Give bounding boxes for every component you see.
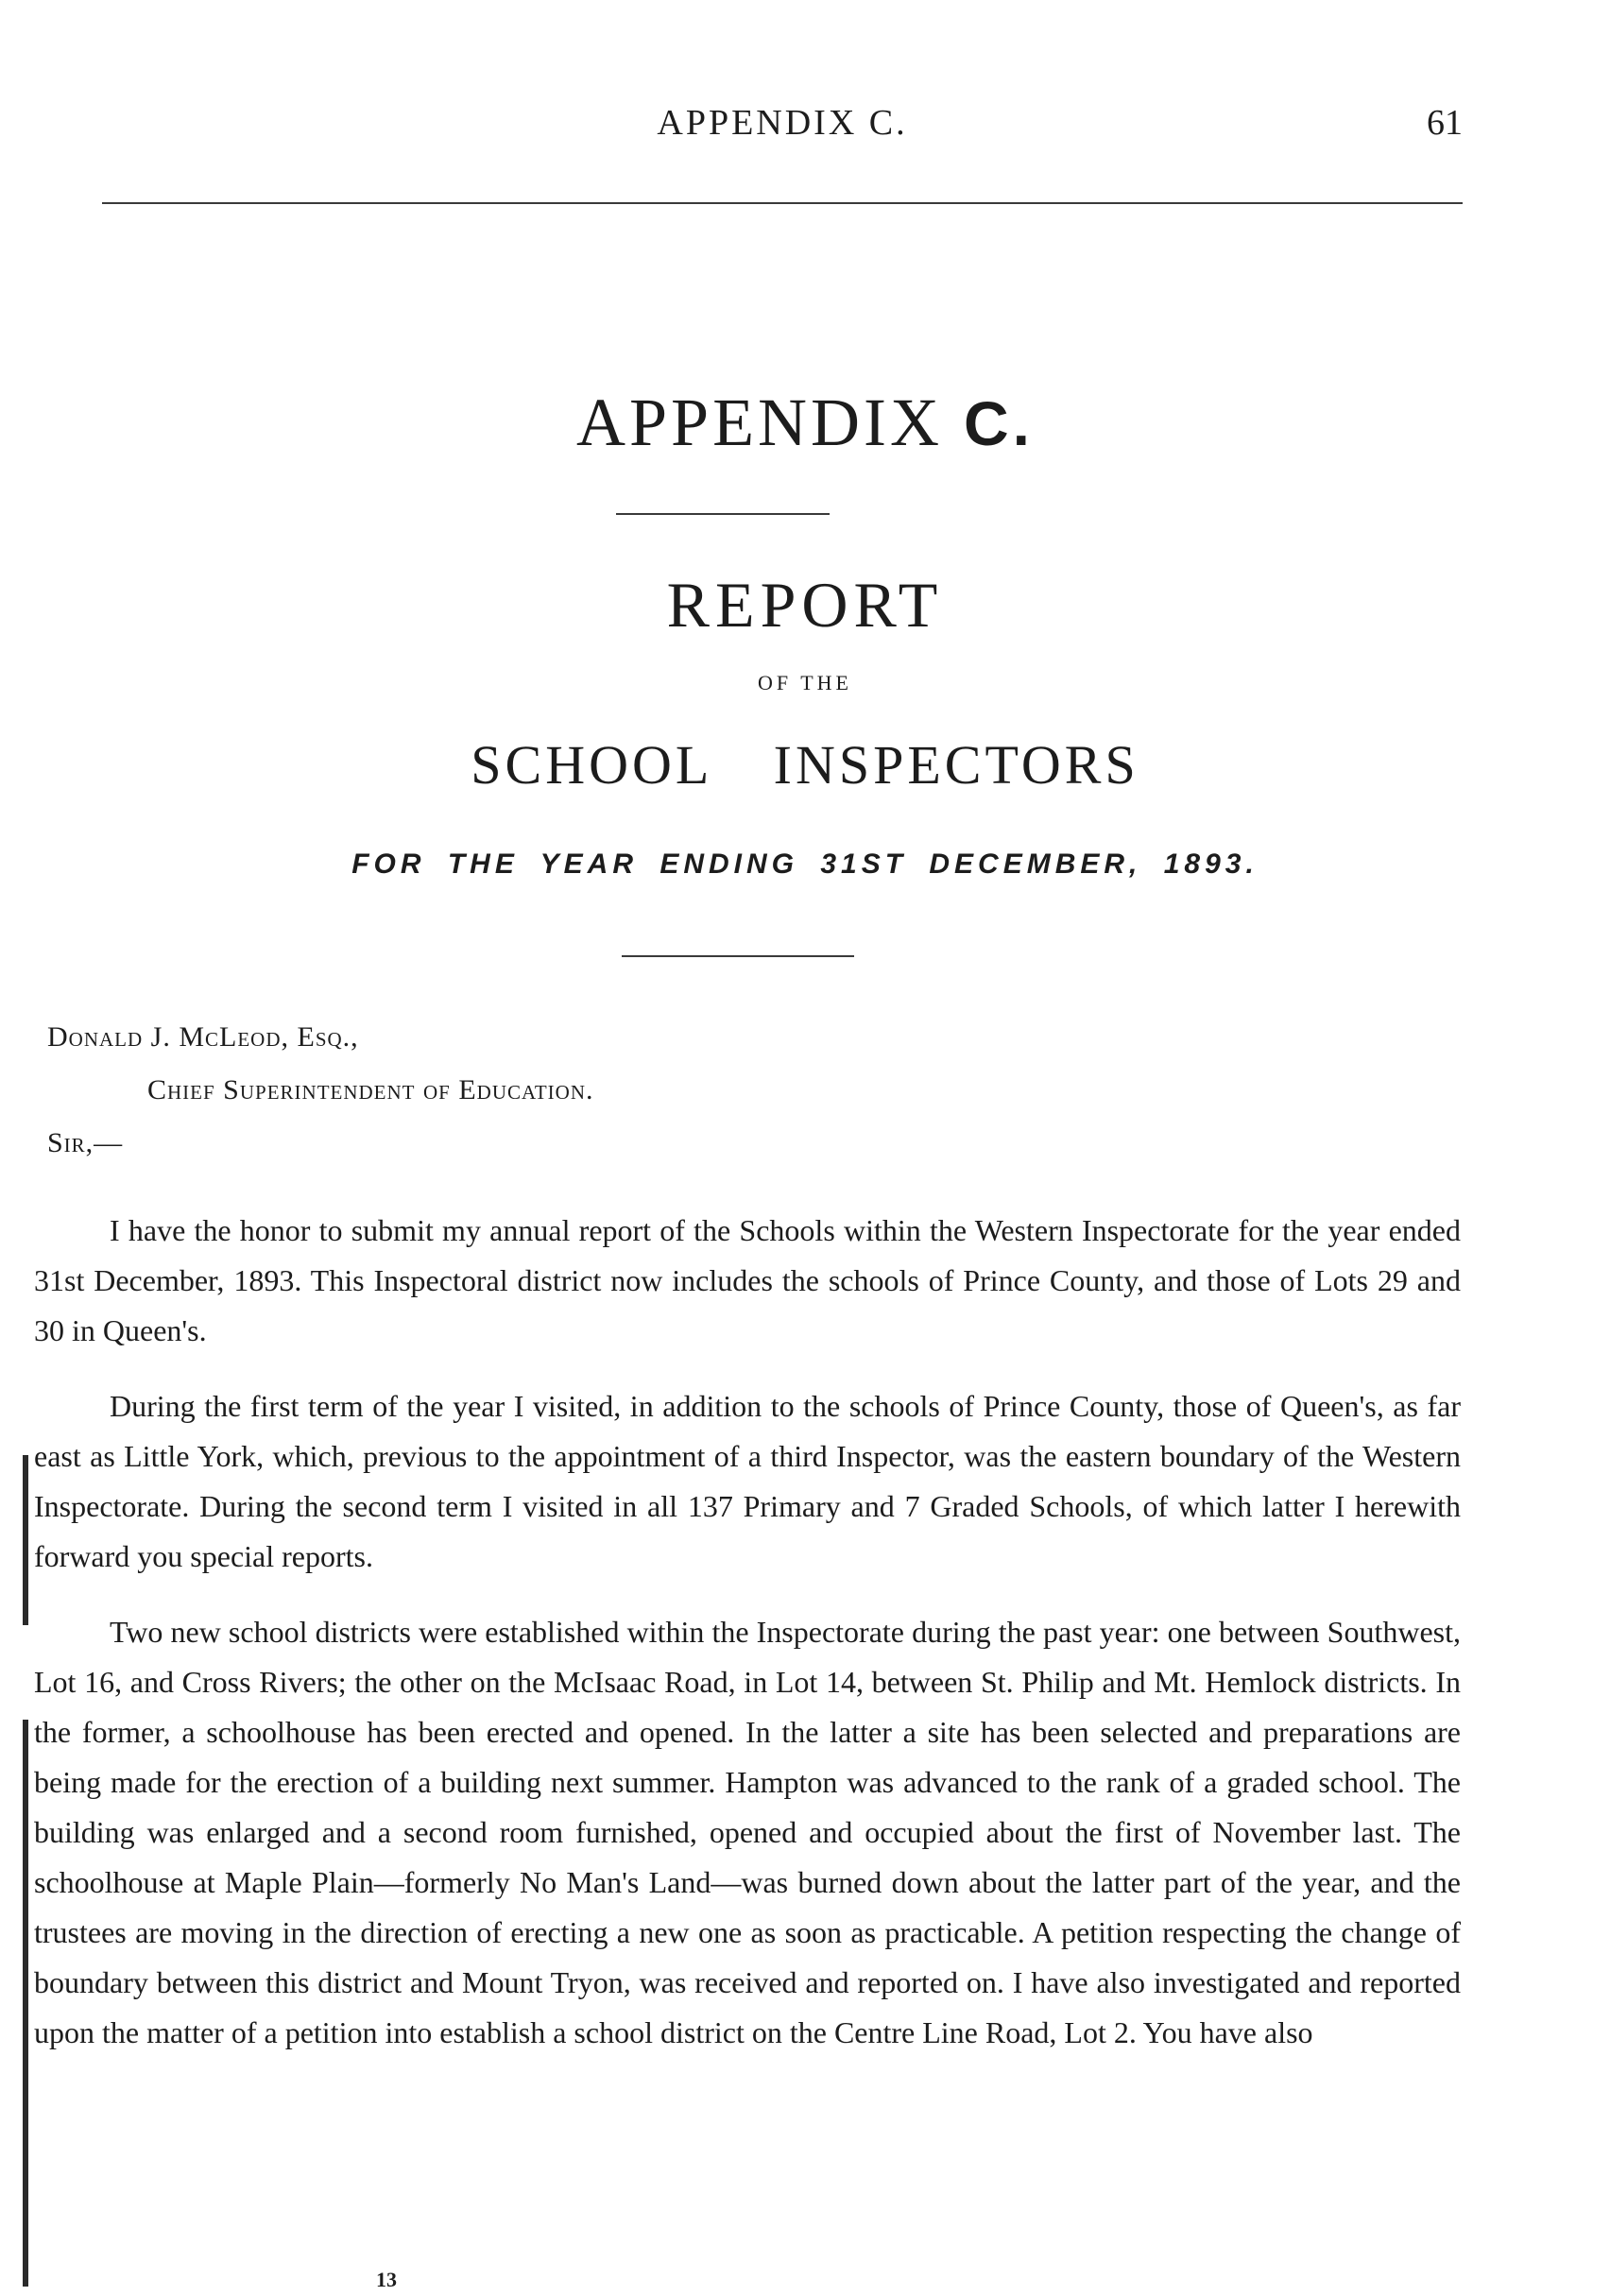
signature-mark: 13 bbox=[376, 2268, 397, 2291]
appendix-heading bbox=[0, 383, 1610, 463]
page-number: 61 bbox=[1427, 103, 1463, 143]
binding-edge-mark bbox=[23, 1720, 28, 2287]
report-subject: SCHOOL INSPECTORS bbox=[471, 734, 1139, 796]
report-body bbox=[34, 1206, 1461, 2058]
report-title: REPORT bbox=[666, 569, 944, 641]
report-connector: OF THE bbox=[758, 671, 852, 694]
addressee-name: Donald J. McLeod, Esq., bbox=[47, 1021, 359, 1053]
paragraph: During the first term of the year I visited, in addition to the schools of Prince County, those of Queen's, as far east as Little York, which, previous to the appointment of a third Inspector, was the eastern boundary of the Western Inspectorate. During the second term I visited in all 137 Primary and 7 Graded Schools, of which latter I herewith forward you special reports. bbox=[34, 1389, 1461, 1573]
running-head-title: APPENDIX C. bbox=[657, 103, 908, 143]
binding-edge-mark bbox=[23, 1455, 28, 1625]
addressee-title: Chief Superintendent of Education. bbox=[147, 1074, 594, 1105]
report-year-line: FOR THE YEAR ENDING 31ST DECEMBER, 1893. bbox=[351, 848, 1259, 880]
header-divider bbox=[102, 202, 1463, 204]
appendix-letter: C. bbox=[964, 388, 1035, 458]
title-divider bbox=[616, 513, 830, 515]
salutation: Sir,— bbox=[47, 1127, 124, 1158]
appendix-word: APPENDIX bbox=[575, 385, 944, 460]
paragraph: Two new school districts were established within the Inspectorate during the past year: one between Southwest, Lot 16, and Cross Rivers; the other on the McIsaac Road, in Lot 14, between St. Philip and Mt. Hemlock districts. In the former, a schoolhouse has been erected and opened. In the latter a site has been selected and preparations are being made for the erection of a building next summer. Hampton was advanced to the rank of a graded school. The building was enlarged and a second room furnished, opened and occupied about the first of November last. The schoolhouse at Maple Plain—formerly No Man's Land—was burned down about the latter part of the year, and the trustees are moving in the direction of erecting a new one as soon as practicable. A petition respecting the change of boundary between this district and Mount Tryon, was received and reported on. I have also investigated and reported upon the matter of a petition into establish a school district on the Centre Line Road, Lot 2. You have also bbox=[34, 1615, 1461, 2049]
section-divider bbox=[622, 955, 854, 957]
addressee-block bbox=[47, 1011, 594, 1170]
paragraph: I have the honor to submit my annual report of the Schools within the Western Inspectorate for the year ended 31st December, 1893. This Inspectoral district now includes the schools of Prince County, and those of Lots 29 and 30 in Queen's. bbox=[34, 1213, 1461, 1347]
running-head bbox=[102, 102, 1463, 159]
